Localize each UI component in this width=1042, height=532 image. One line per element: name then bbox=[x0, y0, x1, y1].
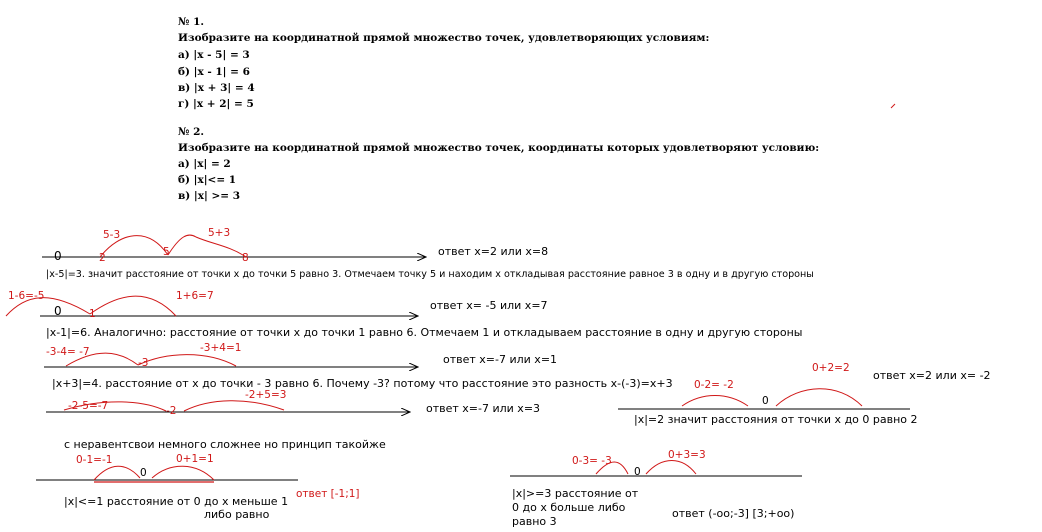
label-a: 2 bbox=[99, 252, 106, 264]
explanation-g: 0 до х больше либо bbox=[512, 501, 626, 514]
label-b: 0 bbox=[54, 304, 62, 318]
explanation-f: либо равно bbox=[204, 508, 270, 521]
label-a: 5 bbox=[163, 246, 170, 258]
stray-mark bbox=[891, 104, 895, 108]
answer-c: ответ х=-7 или х=1 bbox=[443, 353, 558, 366]
answer-b: ответ х= -5 или х=7 bbox=[430, 299, 548, 312]
explanation-b: |x-1|=6. Аналогично: расстояние от точки х до точки 1 равно 6. Отмечаем 1 и откладываем расстояние в одну и другую стороны bbox=[46, 326, 803, 339]
label-e: 0-2= -2 bbox=[694, 379, 734, 391]
task2-item: б) |x|<= 1 bbox=[178, 174, 237, 186]
arc-e-right bbox=[776, 389, 862, 406]
label-f: 0+1=1 bbox=[176, 453, 214, 465]
task1-title: № 1. bbox=[178, 16, 205, 28]
label-b: 1+6=7 bbox=[176, 290, 214, 302]
label-e: 0+2=2 bbox=[812, 362, 850, 374]
label-b: 1 bbox=[89, 308, 96, 320]
label-f: 0 bbox=[140, 467, 147, 479]
explanation-c: |x+3|=4. расстояние от х до точки - 3 равно 6. Почему -3? потому что расстояние это разность х-(-3)=х+3 bbox=[52, 377, 673, 390]
answer-f: ответ [-1;1] bbox=[296, 488, 360, 500]
label-d: -2+5=3 bbox=[245, 389, 287, 401]
label-d: -2-5=-7 bbox=[68, 400, 109, 412]
arc-a-right bbox=[168, 235, 246, 257]
answer-e: ответ х=2 или х= -2 bbox=[873, 369, 991, 382]
task2-title: № 2. bbox=[178, 126, 205, 138]
task1-prompt: Изобразите на координатной прямой множество точек, удовлетворяющих условиям: bbox=[178, 32, 710, 44]
arc-f-left bbox=[94, 466, 140, 480]
explanation-f: |x|<=1 расстояние от 0 до х меньше 1 bbox=[64, 495, 289, 508]
label-a: 8 bbox=[242, 252, 249, 264]
task1-item: а) |x - 5| = 3 bbox=[178, 49, 250, 61]
task1-item: г) |x + 2| = 5 bbox=[178, 98, 254, 110]
label-d: -2 bbox=[166, 405, 177, 417]
task1-item: в) |x + 3| = 4 bbox=[178, 82, 255, 94]
arc-f-right bbox=[152, 466, 214, 480]
label-f: 0-1=-1 bbox=[76, 454, 113, 466]
label-c: -3+4=1 bbox=[200, 342, 242, 354]
task2-item: а) |x| = 2 bbox=[178, 158, 231, 170]
label-b: 1-6=-5 bbox=[8, 290, 45, 302]
label-a: 5+3 bbox=[208, 227, 231, 239]
task1-item: б) |x - 1| = 6 bbox=[178, 66, 250, 78]
label-g: 0 bbox=[634, 466, 641, 478]
label-c: -3-4= -7 bbox=[46, 346, 90, 358]
explanation-g: |x|>=3 расстояние от bbox=[512, 487, 639, 500]
label-g: 0+3=3 bbox=[668, 449, 706, 461]
label-a: 0 bbox=[54, 249, 62, 263]
label-a: 5-3 bbox=[103, 229, 121, 241]
arc-b-right bbox=[90, 296, 176, 316]
label-g: 0-3= -3 bbox=[572, 455, 612, 467]
answer-g: ответ (-oo;-3] [3;+oo) bbox=[672, 507, 795, 520]
arc-e-left bbox=[682, 396, 748, 407]
explanation-g: равно 3 bbox=[512, 515, 557, 528]
label-e: 0 bbox=[762, 395, 769, 407]
label-c: -3 bbox=[138, 357, 149, 369]
intro-f: с неравентсвои немного сложнее но принцип такойже bbox=[64, 438, 386, 451]
arc-g-right bbox=[646, 461, 696, 475]
answer-d: ответ х=-7 или х=3 bbox=[426, 402, 541, 415]
arc-c-right bbox=[138, 355, 236, 366]
explanation-a: |x-5|=3. значит расстояние от точки х до точки 5 равно 3. Отмечаем точку 5 и находим х откладывая расстояние равное 3 в одну и в другую стороны bbox=[46, 269, 814, 280]
arc-d-right bbox=[184, 401, 284, 411]
explanation-e: |x|=2 значит расстояния от точки х до 0 равно 2 bbox=[634, 413, 918, 426]
task2-prompt: Изобразите на координатной прямой множество точек, координаты которых удовлетворяют условию: bbox=[178, 142, 820, 154]
task2-item: в) |x| >= 3 bbox=[178, 190, 241, 202]
answer-a: ответ х=2 или х=8 bbox=[438, 245, 549, 258]
